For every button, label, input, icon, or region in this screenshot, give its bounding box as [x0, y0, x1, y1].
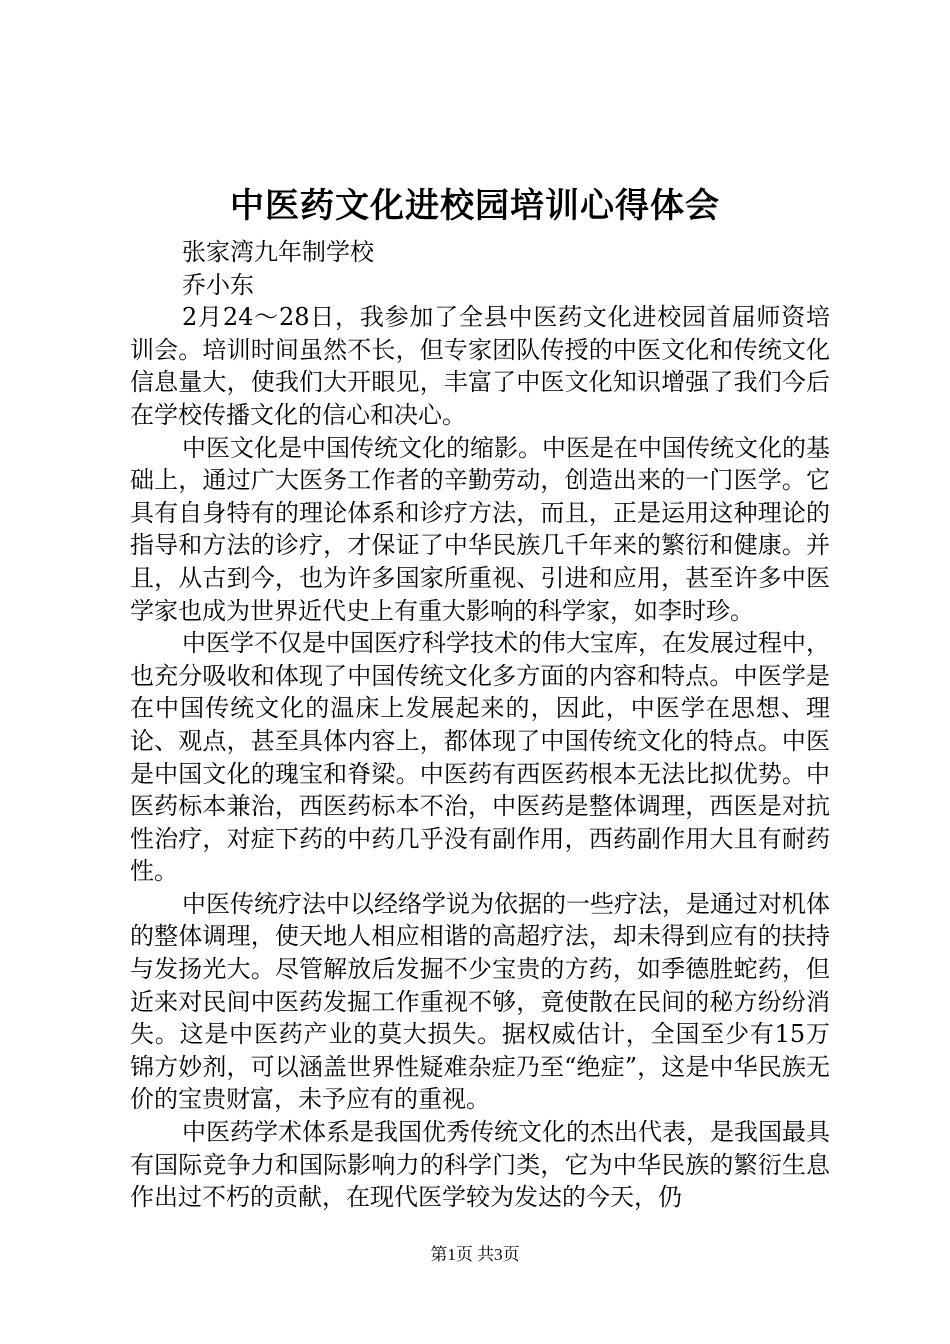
paragraph-2: 中医文化是中国传统文化的缩影。中医是在中国传统文化的基础上，通过广大医务工作者的辛勤劳动，创造出来的一门医学。它具有自身特有的理论体系和诊疗方法，而且，正是运用这种理论的指导和方法的诊疗，才保证了中华民族几千年来的繁衍和健康。并且，从古到今，也为许多国家所重视、引进和应用，甚至许多中医学家也成为世界近代史上有重大影响的科学家，如李时珍。 [130, 433, 830, 625]
paragraph-5: 中医药学术体系是我国优秀传统文化的杰出代表，是我国最具有国际竞争力和国际影响力的科学门类，它为中华民族的繁衍生息作出过不朽的贡献，在现代医学较为发达的今天，仍 [130, 1118, 830, 1212]
paragraph-1: 2月24～28日，我参加了全县中医药文化进校园首届师资培训会。培训时间虽然不长，但专家团队传授的中医文化和传统文化信息量大，使我们大开眼见，丰富了中医文化知识增强了我们今后在学校传播文化的信心和决心。 [130, 303, 830, 429]
page-number: 第1页 共3页 [430, 1245, 520, 1264]
document-body [130, 236, 830, 1214]
paragraph-4: 中医传统疗法中以经络学说为依据的一些疗法，是通过对机体的整体调理，使天地人相应相谐的高超疗法，却未得到应有的扶持与发扬光大。尽管解放后发掘不少宝贵的方药，如季德胜蛇药，但近来对民间中医药发掘工作重视不够，竟使散在民间的秘方纷纷消失。这是中医药产业的莫大损失。据权威估计，全国至少有15万锦方妙剂，可以涵盖世界性疑难杂症乃至“绝症”，这是中华民族无价的宝贵财富，未予应有的重视。 [130, 889, 830, 1114]
school-name: 张家湾九年制学校 [182, 238, 374, 266]
document-title: 中医药文化进校园培训心得体会 [230, 186, 720, 226]
paragraph-3: 中医学不仅是中国医疗科学技术的伟大宝库，在发展过程中，也充分吸收和体现了中国传统文化多方面的内容和特点。中医学是在中国传统文化的温床上发展起来的，因此，中医学在思想、理论、观点，甚至具体内容上，都体现了中国传统文化的特点。中医是中国文化的瑰宝和脊梁。中医药有西医药根本无法比拟优势。中医药标本兼治，西医药标本不治，中医药是整体调理，西医是对抗性治疗，对症下药的中药几乎没有副作用，西药副作用大且有耐药性。 [130, 629, 830, 886]
author-name: 乔小东 [182, 270, 254, 299]
